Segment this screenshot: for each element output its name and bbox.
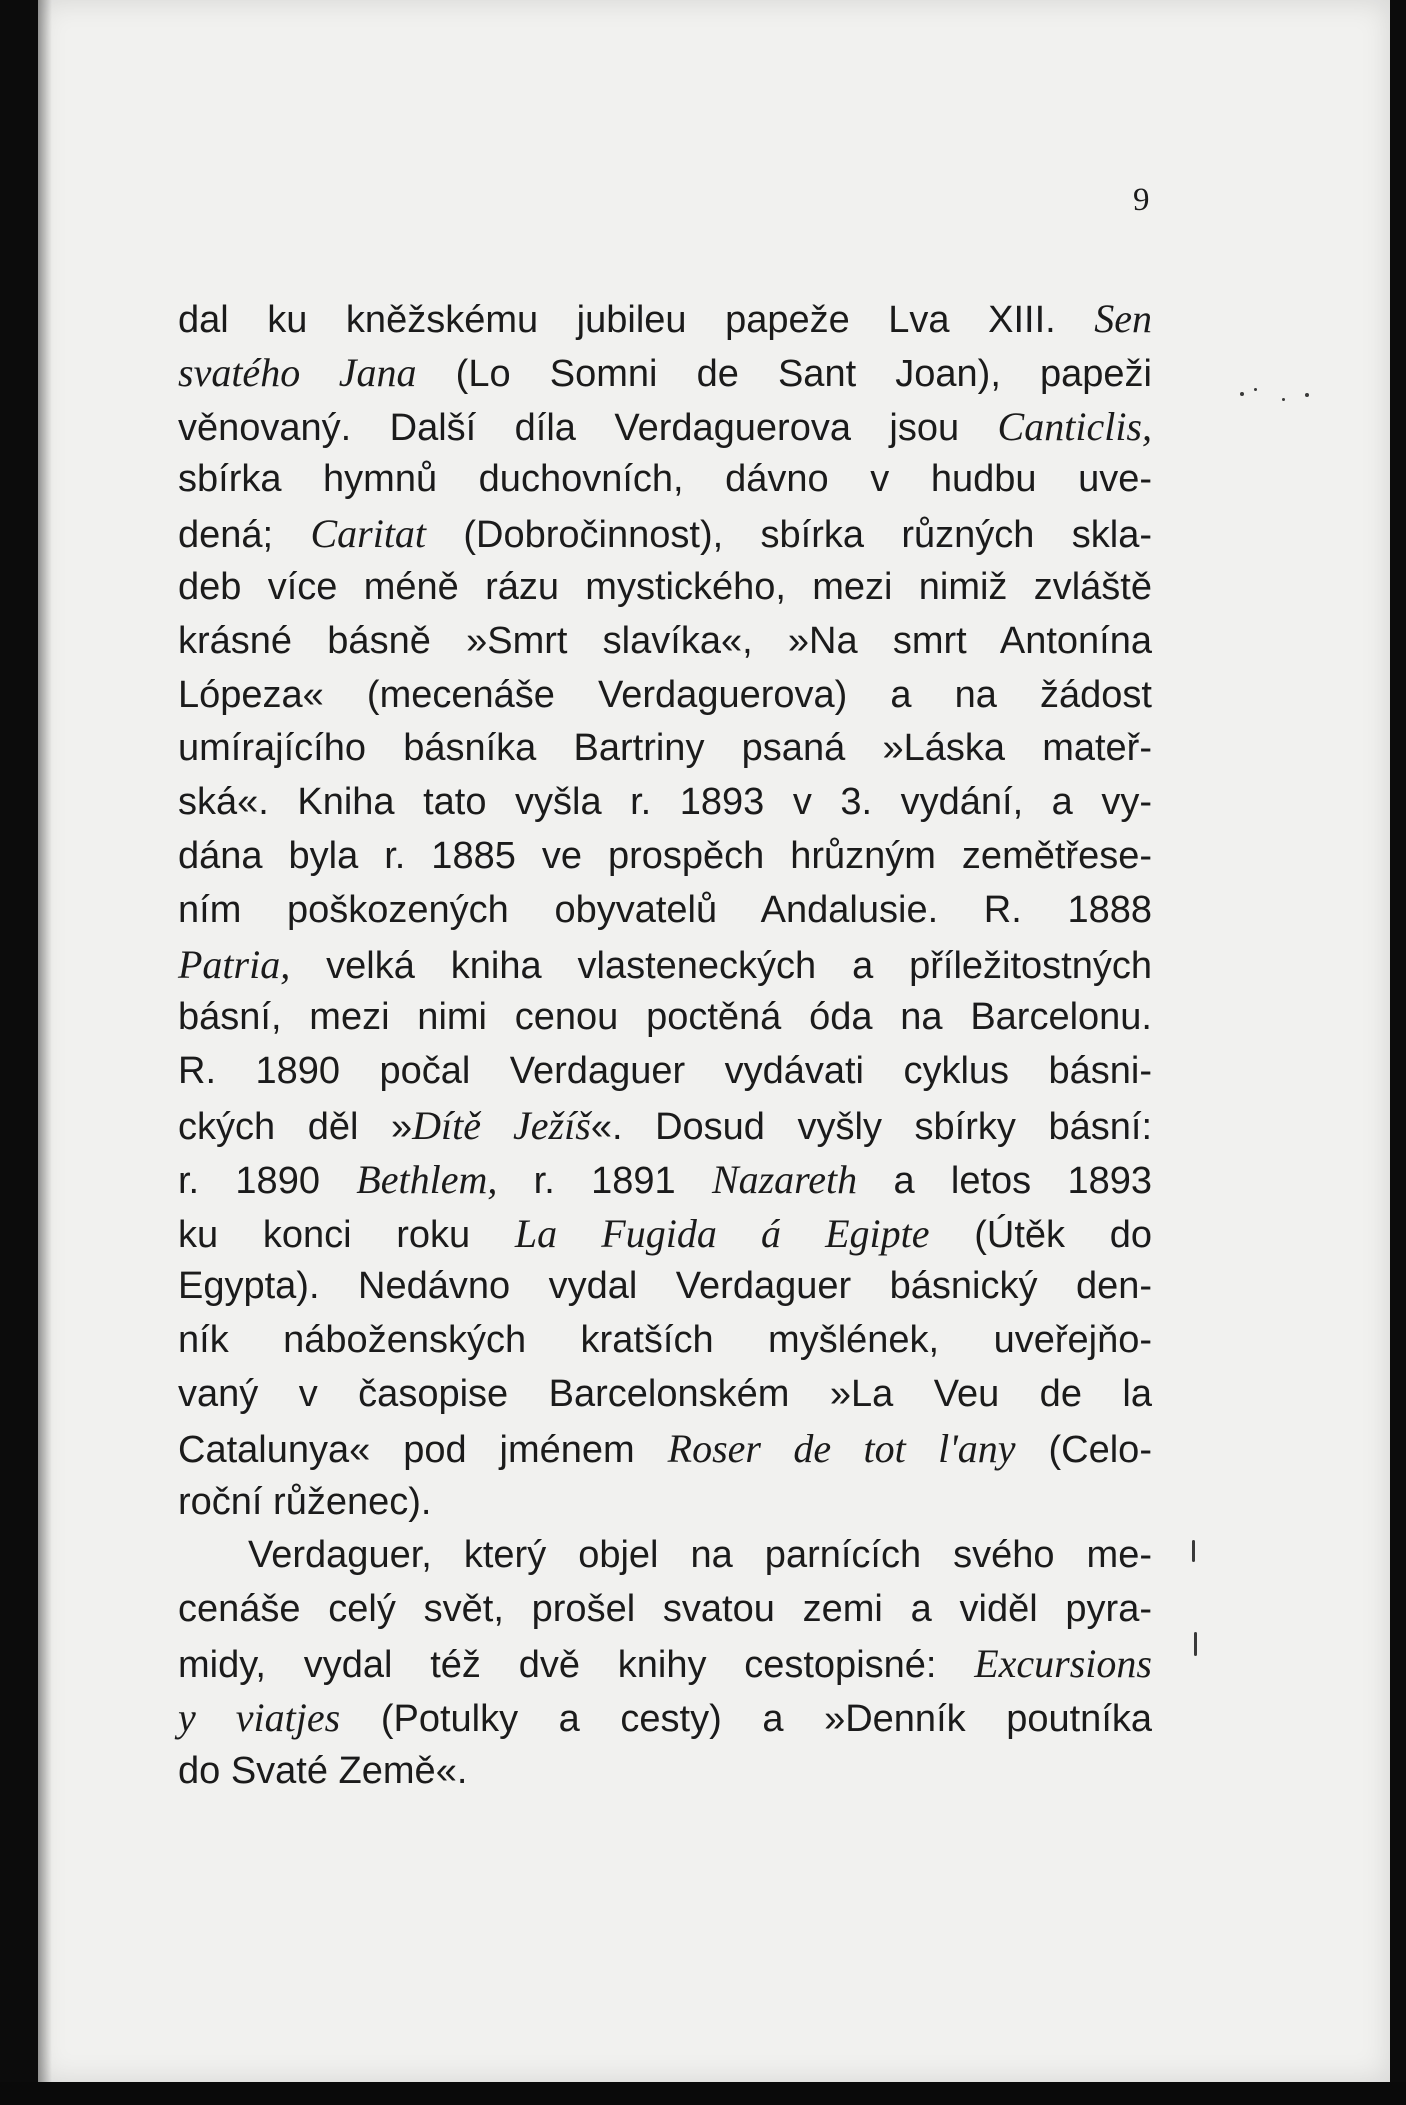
text-line: umírajícího básníka Bartriny psaná »Láska mateř- — [178, 727, 1152, 770]
dust-speck — [1194, 1632, 1197, 1656]
text-line: vaný v časopise Barcelonském »La Veu de la — [178, 1372, 1152, 1415]
text-line: Egypta). Nedávno vydal Verdaguer básnický den- — [178, 1265, 1152, 1308]
text-line: R. 1890 počal Verdaguer vydávati cyklus básni- — [178, 1050, 1152, 1093]
text-line: věnovaný. Další díla Verdaguerova jsou Canticlis, — [178, 403, 1152, 449]
body-text — [178, 292, 1152, 1798]
page-number: 9 — [1133, 182, 1150, 218]
text-line: dal ku kněžskému jubileu papeže Lva XIII. Sen — [178, 296, 1152, 341]
binding-shadow — [38, 0, 52, 2082]
text-line: ku konci roku La Fugida á Egipte (Útěk do — [178, 1210, 1152, 1256]
text-line: ním poškozených obyvatelů Andalusie. R. 1888 — [178, 888, 1152, 931]
text-line: dená; Caritat (Dobročinnost), sbírka různých skla- — [178, 511, 1152, 557]
text-line: Catalunya« pod jménem Roser de tot l'any (Celo- — [178, 1425, 1152, 1471]
text-line: ská«. Kniha tato vyšla r. 1893 v 3. vydání, a vy- — [178, 781, 1152, 824]
text-line: ckých děl »Dítě Ježíš«. Dosud vyšly sbírky básní: — [178, 1102, 1152, 1148]
text-line: y viatjes (Potulky a cesty) a »Denník poutníka — [178, 1694, 1153, 1740]
text-line: Lópeza« (mecenáše Verdaguerova) a na žádost — [178, 673, 1152, 716]
text-line: roční růženec). — [178, 1480, 432, 1523]
text-line: ník náboženských kratších myšlének, uveřejňo- — [178, 1319, 1152, 1362]
text-line: dána byla r. 1885 ve prospěch hrůzným zemětřese- — [178, 834, 1152, 877]
text-line: midy, vydal též dvě knihy cestopisné: Excursions — [178, 1640, 1152, 1686]
dust-speck — [1240, 392, 1244, 396]
dust-speck — [1305, 393, 1309, 397]
text-line: básní, mezi nimi cenou poctěná óda na Barcelonu. — [178, 996, 1152, 1039]
text-line: do Svaté Země«. — [178, 1749, 468, 1792]
text-line: svatého Jana (Lo Somni de Sant Joan), papeži — [178, 349, 1152, 395]
scan-border — [0, 2082, 1406, 2105]
text-line: Patria, velká kniha vlasteneckých a příležitostných — [178, 941, 1152, 987]
dust-speck — [1254, 388, 1257, 391]
text-line: krásné básně »Smrt slavíka«, »Na smrt Antonína — [178, 619, 1152, 662]
text-line: r. 1890 Bethlem, r. 1891 Nazareth a letos 1893 — [178, 1156, 1153, 1202]
text-line: cenáše celý svět, prošel svatou zemi a viděl pyra- — [178, 1588, 1152, 1631]
text-line: Verdaguer, který objel na parnících svého me- — [248, 1534, 1152, 1577]
text-line: deb více méně rázu mystického, mezi nimiž zvláště — [178, 565, 1152, 608]
text-line: sbírka hymnů duchovních, dávno v hudbu uve- — [178, 458, 1152, 501]
dust-speck — [1192, 1540, 1195, 1562]
dust-speck — [1282, 398, 1285, 401]
